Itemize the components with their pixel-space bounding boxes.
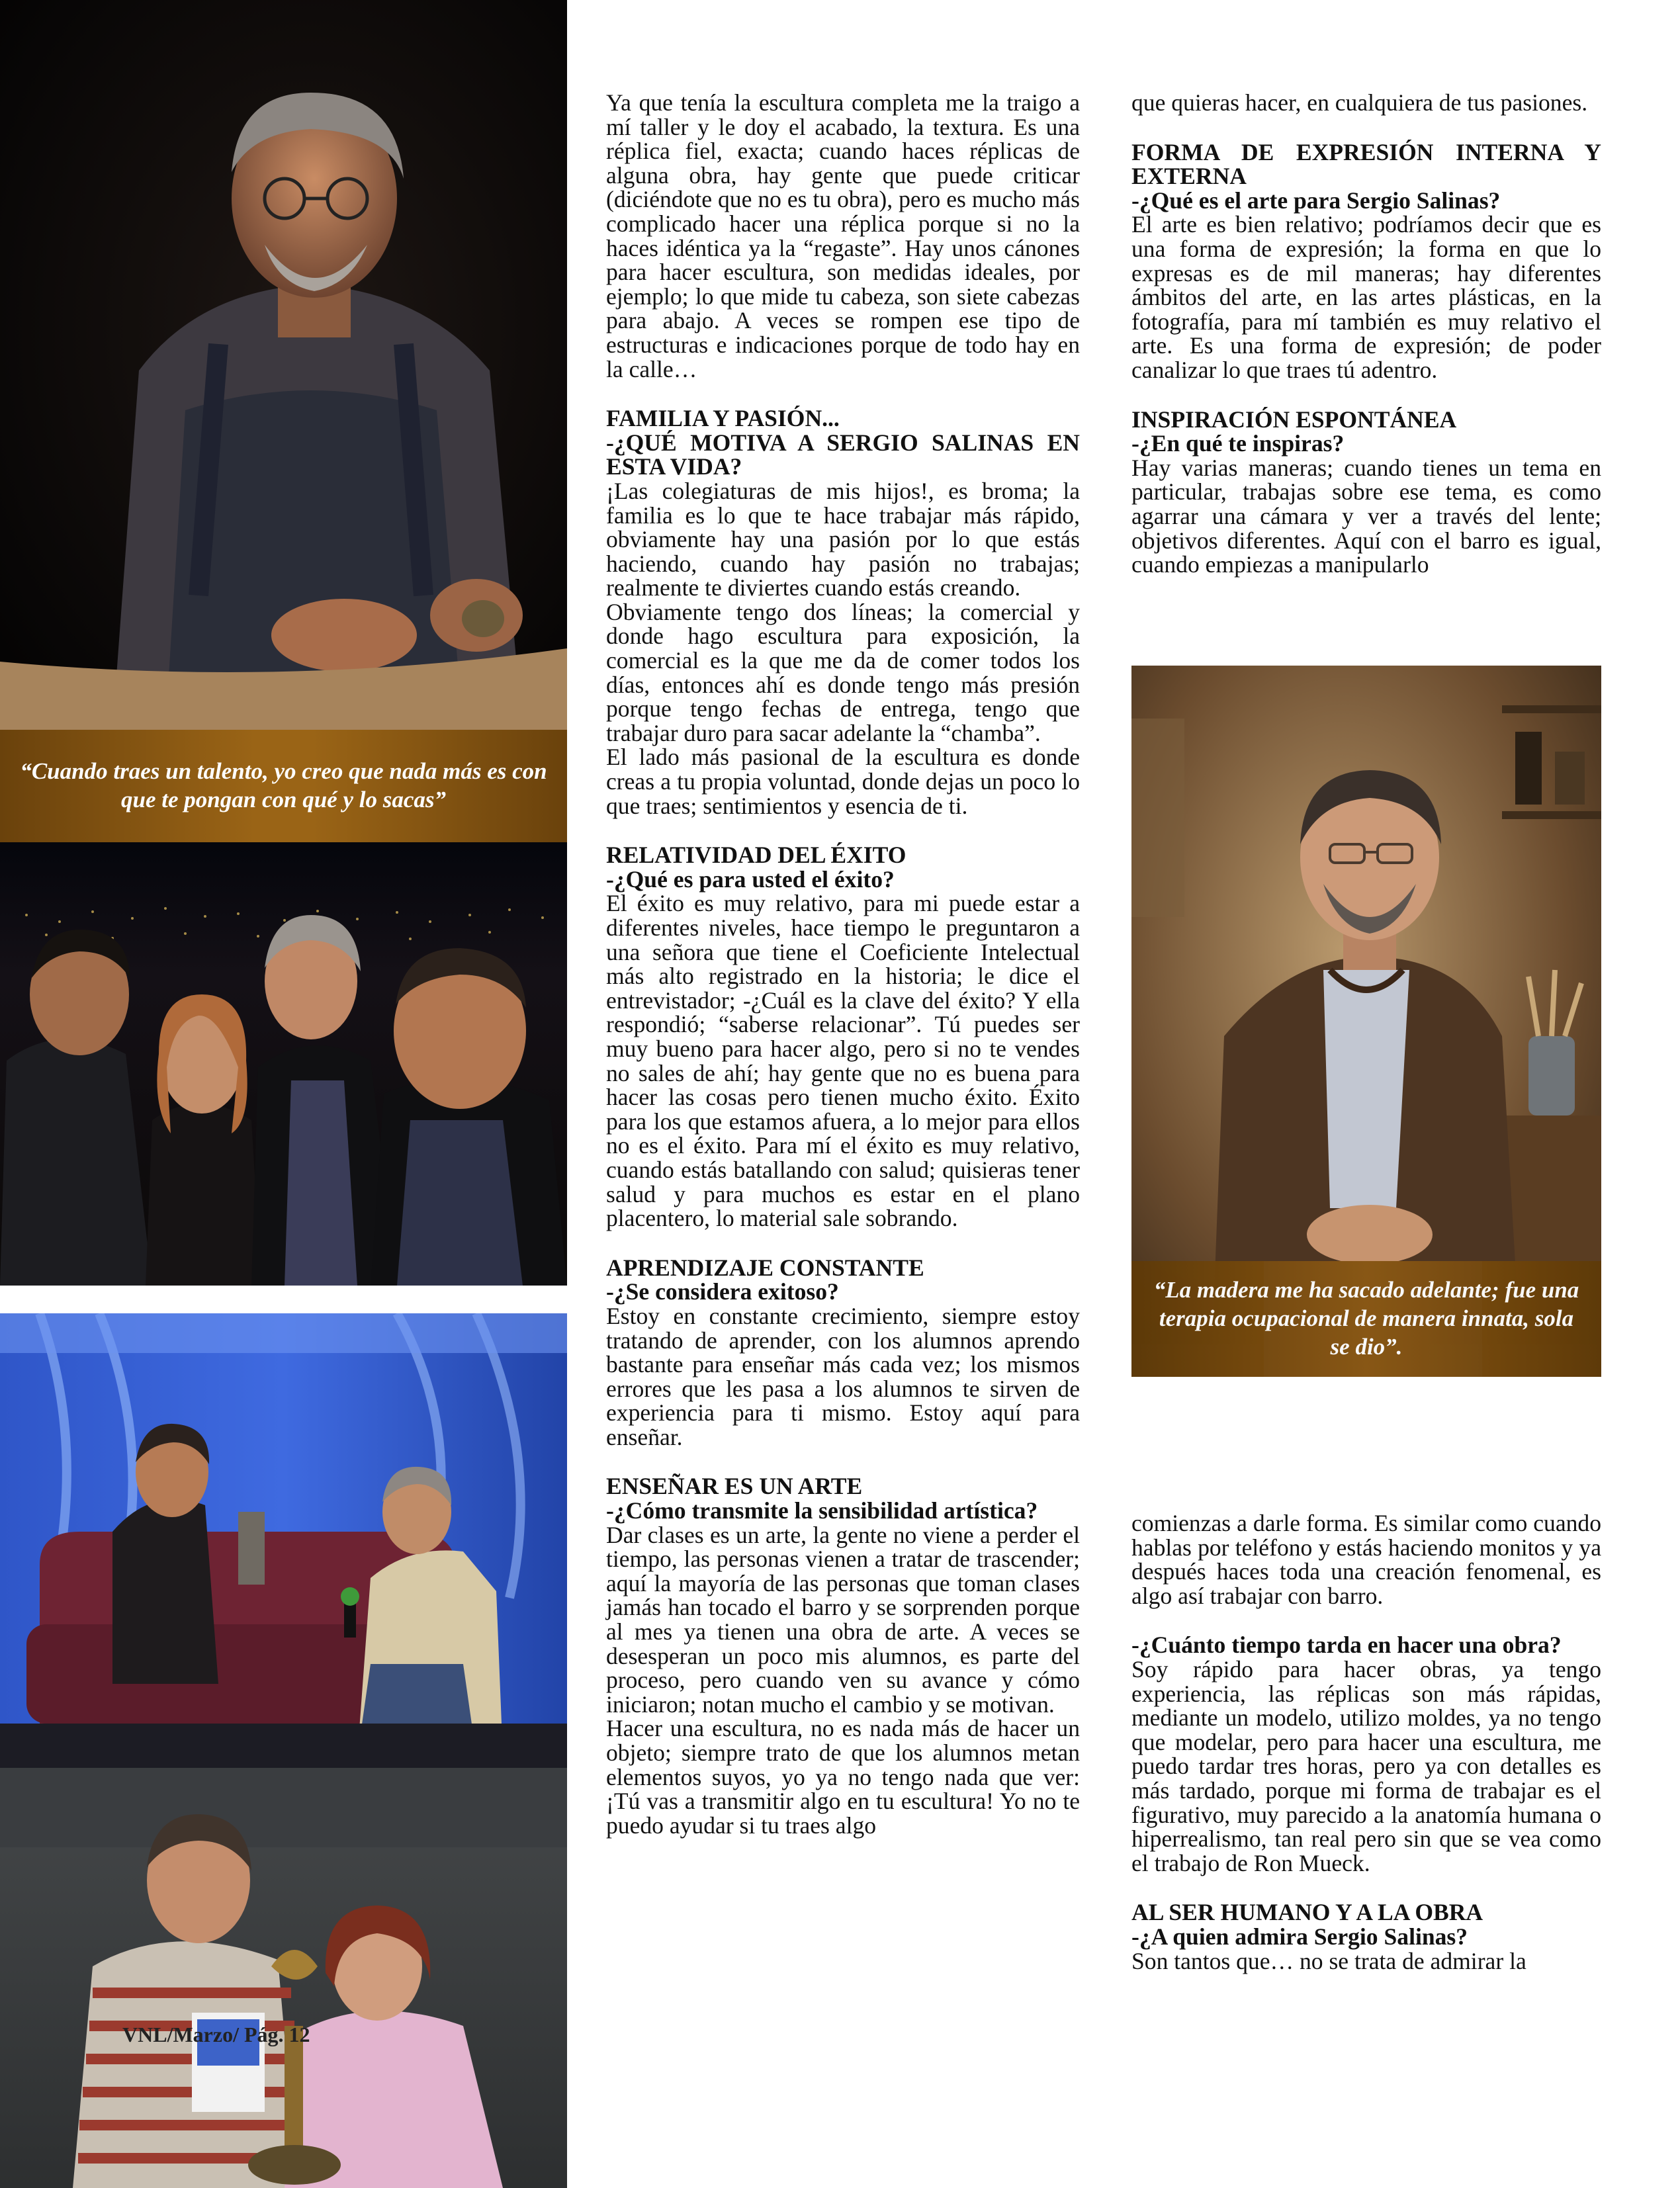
paragraph-humano: Son tantos que… no se trata de admirar la [1131,1947,1526,1974]
section-heading-exito: RELATIVIDAD DEL ÉXITO [606,842,906,869]
article-column-2-top [1131,91,1601,577]
section-heading-humano: AL SER HUMANO Y A LA OBRA [1131,1899,1483,1926]
article-column-1 [606,91,1080,1837]
question-tiempo: -¿Cuánto tiempo tarda en hacer una obra? [1131,1632,1562,1659]
photo-award [0,1768,567,2188]
pull-quote-text-2: “La madera me ha sacado adelante; fue una terapia ocupacional de manera innata, sola se dio”. [1153,1277,1579,1360]
pull-quote-caption-2 [1131,1261,1601,1377]
paragraph-barro: comienzas a darle forma. Es similar como cuando hablas por teléfono y estás haciendo monitos y ya después haces toda una creación fenomenal, es algo así trabajar con barro. [1131,1510,1601,1609]
question-aprendizaje: -¿Se considera exitoso? [606,1278,839,1305]
photo-group-night [0,842,567,1286]
question-exito: -¿Qué es para usted el éxito? [606,865,895,893]
question-forma: -¿Qué es el arte para Sergio Salinas? [1131,187,1501,214]
question-inspiracion: -¿En qué te inspiras? [1131,430,1345,457]
paragraph-forma: El arte es bien relativo; podríamos decir que es una forma de expresión; la forma en que lo expresas es de mil maneras; hay diferentes ámbitos del arte, en las artes plásticas, en la fotografía, para mí también es muy relativo el arte. Es una forma de expresión; de poder canalizar lo que traes tú adentro. [1131,211,1601,383]
page-folio: VNL/Marzo/ Pág. 12 [122,2023,310,2046]
paragraph-familia-2: Obviamente tengo dos líneas; la comercial y donde hago escultura para exposición, la comercial es la que me da de comer todos los días, entonces ahí es donde tengo más presión porque tengo fechas de entrega, tengo que trabajar duro para sacar adelante la “chamba”. [606,598,1080,746]
paragraph-tiempo: Soy rápido para hacer obras, ya tengo experiencia, las réplicas son más rápidas, mediante un modelo, utilizo moldes, ya no tengo que modelar, pero para hacer una escultura, me puedo tardar tres horas, pero ya con detalles es más tardado, porque mi forma de trabajar es el figurativo, muy parecido a la anatomía humana o hiperrealismo, tan real pero sin que se vea como el trabajo de Ron Mueck. [1131,1655,1601,1876]
section-heading-aprendizaje: APRENDIZAJE CONSTANTE [606,1254,924,1281]
question-humano: -¿A quien admira Sergio Salinas? [1131,1923,1468,1950]
question-ensenar: -¿Cómo transmite la sensibilidad artística? [606,1497,1038,1524]
paragraph-ensenar-1: Dar clases es un arte, la gente no viene a perder el tiempo, las personas vienen a tratar de trascender; aquí la mayoría de las personas que toman clases jamás han tocado el barro y se sorprenden porque al mes ya tienen una obra de arte. A veces se desesperan un poco mis alumnos, es parte del proceso, pero cuando ven su avance y cómo iniciaron; notan mucho el cambio y se motivan. [606,1521,1080,1718]
paragraph-aprendizaje: Estoy en constante crecimiento, siempre estoy tratando de aprender, con los alumnos aprendo bastante para enseñar más cada vez; los mismos errores que les pasa a los alumnos te sirven de experiencia para ti mismo. Estoy aquí para enseñar. [606,1302,1080,1450]
question-familia: -¿QUÉ MOTIVA A SERGIO SALINAS EN ESTA VIDA? [606,429,1080,480]
article-column-2-bottom [1131,1511,1601,1973]
paragraph-familia-3: El lado más pasional de la escultura es donde creas a tu propia voluntad, donde dejas un poco lo que traes; sentimientos y esencia de ti. [606,744,1080,819]
paragraph-familia-1: ¡Las colegiaturas de mis hijos!, es broma; la familia es lo que te hace trabajar más rápido, obviamente hay una pasión por lo que estás haciendo, cuando hay pasión no trabajas; realmente te diviertes cuando estás creando. [606,477,1080,601]
pull-quote-caption [0,730,567,842]
paragraph-ensenar-2: Hacer una escultura, no es nada más de hacer un objeto; siempre trato de que los alumnos metan elementos suyos, yo ya no tengo nada que ver: ¡Tú vas a transmitir algo en tu escultura! Yo no te puedo ayudar si tu traes algo [606,1715,1080,1839]
photo-portrait-studio [1131,666,1601,1377]
paragraph-exito: El éxito es muy relativo, para mi puede estar a diferentes niveles, hace tiempo le preguntaron a una señora que tiene el Coeficiente Intelectual más alto registrado en la historia; le dice el entrevistador; -¿Cuál es la clave del éxito? Y ella respondió; “saberse relacionar”. Tú puedes ser muy bueno para hacer algo, pero si no te vendes no sales de ahí; hay gente que no es buena para hacer las cosas pero tienen mucho éxito. Éxito para los que estamos afuera, a lo mejor para ellos no es el éxito. Para mí el éxito es muy relativo, cuando estás batallando con salud; quisieras tener salud y para muchos es estar en el plano placentero, lo material sale sobrando. [606,890,1080,1232]
paragraph-inspiracion: Hay varias maneras; cuando tienes un tema en particular, trabajas sobre ese tema, es como agarrar una cámara y ver a través del lente; objetivos diferentes. Aquí con el barro es igual, cuando empiezas a manipularlo [1131,454,1601,578]
photo-tv-interview [0,1313,567,1768]
paragraph-intro: Ya que tenía la escultura completa me la traigo a mí taller y le doy el acabado, la textura. Es una réplica fiel, exacta; cuando haces réplicas de alguna obra, hay gente que puede criticar (diciéndote que no es tu obra), pero es mucho más complicado hacer una réplica porque si no la haces idéntica ya la “regaste”. Hay unos cánones para hacer escultura, son medidas ideales, por ejemplo; lo que mide tu cabeza, son siete cabezas para abajo. A veces se rompen ese tipo de estructuras e indicaciones porque de todo hay en la calle… [606,89,1080,382]
section-heading-inspiracion: INSPIRACIÓN ESPONTÁNEA [1131,406,1457,433]
section-heading-forma: FORMA DE EXPRESIÓN INTERNA Y EXTERNA [1131,138,1601,190]
photo-sculptor-working [0,0,567,730]
section-heading-ensenar: ENSEÑAR ES UN ARTE [606,1473,863,1500]
paragraph-continuation: que quieras hacer, en cualquiera de tus pasiones. [1131,89,1588,116]
section-heading-familia: FAMILIA Y PASIÓN... [606,405,840,432]
pull-quote-text: “Cuando traes un talento, yo creo que nada más es con que te pongan con qué y lo sacas” [20,758,547,812]
